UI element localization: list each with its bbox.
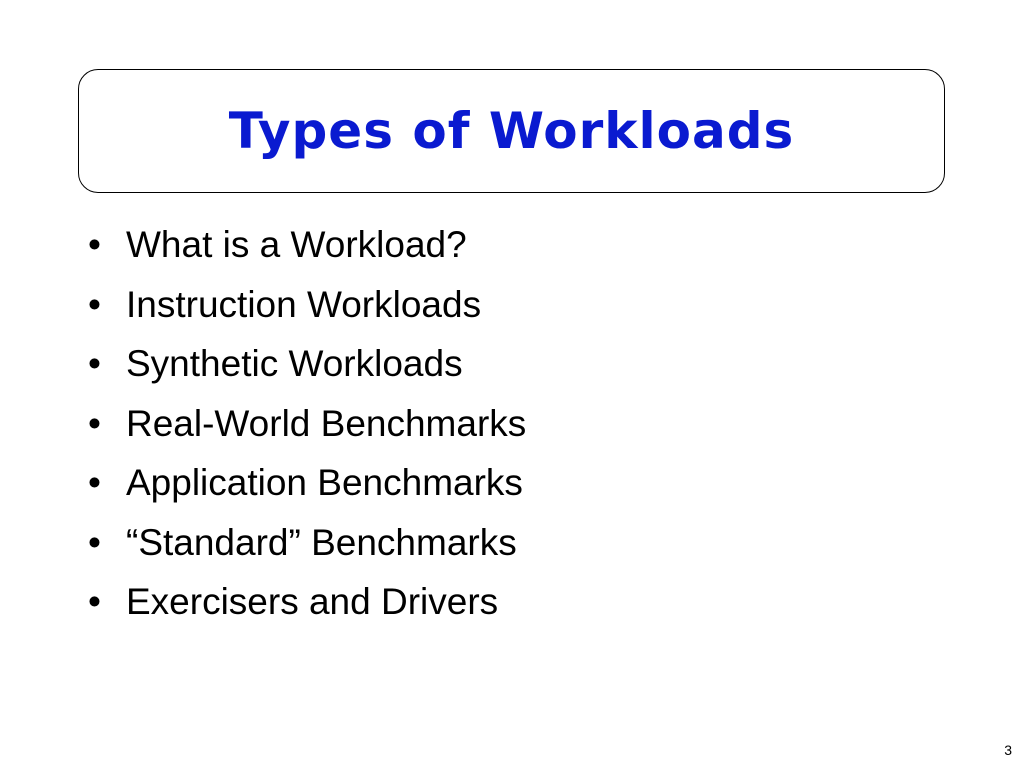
bullet-point-icon: • xyxy=(88,283,101,325)
bullet-item xyxy=(88,224,526,284)
bullet-list xyxy=(88,224,526,641)
bullet-item xyxy=(88,522,526,582)
title-box xyxy=(78,69,945,193)
bullet-text: Synthetic Workloads xyxy=(126,343,463,384)
bullet-item xyxy=(88,403,526,463)
page-number: 3 xyxy=(1004,742,1012,758)
bullet-point-icon: • xyxy=(88,521,101,563)
bullet-item xyxy=(88,343,526,403)
bullet-text: Real-World Benchmarks xyxy=(126,402,527,444)
bullet-point-icon: • xyxy=(88,402,101,444)
slide-title: Types of Workloads xyxy=(228,102,795,160)
bullet-text: Instruction Workloads xyxy=(126,283,482,325)
bullet-text: “Standard” Benchmarks xyxy=(126,521,517,563)
bullet-point-icon: • xyxy=(88,462,101,503)
bullet-point-icon: • xyxy=(88,224,101,265)
bullet-text: Application Benchmarks xyxy=(126,462,523,503)
bullet-point-icon: • xyxy=(88,581,101,622)
bullet-text: Exercisers and Drivers xyxy=(126,581,499,622)
bullet-item xyxy=(88,284,526,344)
bullet-text: What is a Workload? xyxy=(126,224,467,265)
bullet-point-icon: • xyxy=(88,343,101,384)
bullet-item xyxy=(88,581,526,641)
bullet-item xyxy=(88,462,526,522)
